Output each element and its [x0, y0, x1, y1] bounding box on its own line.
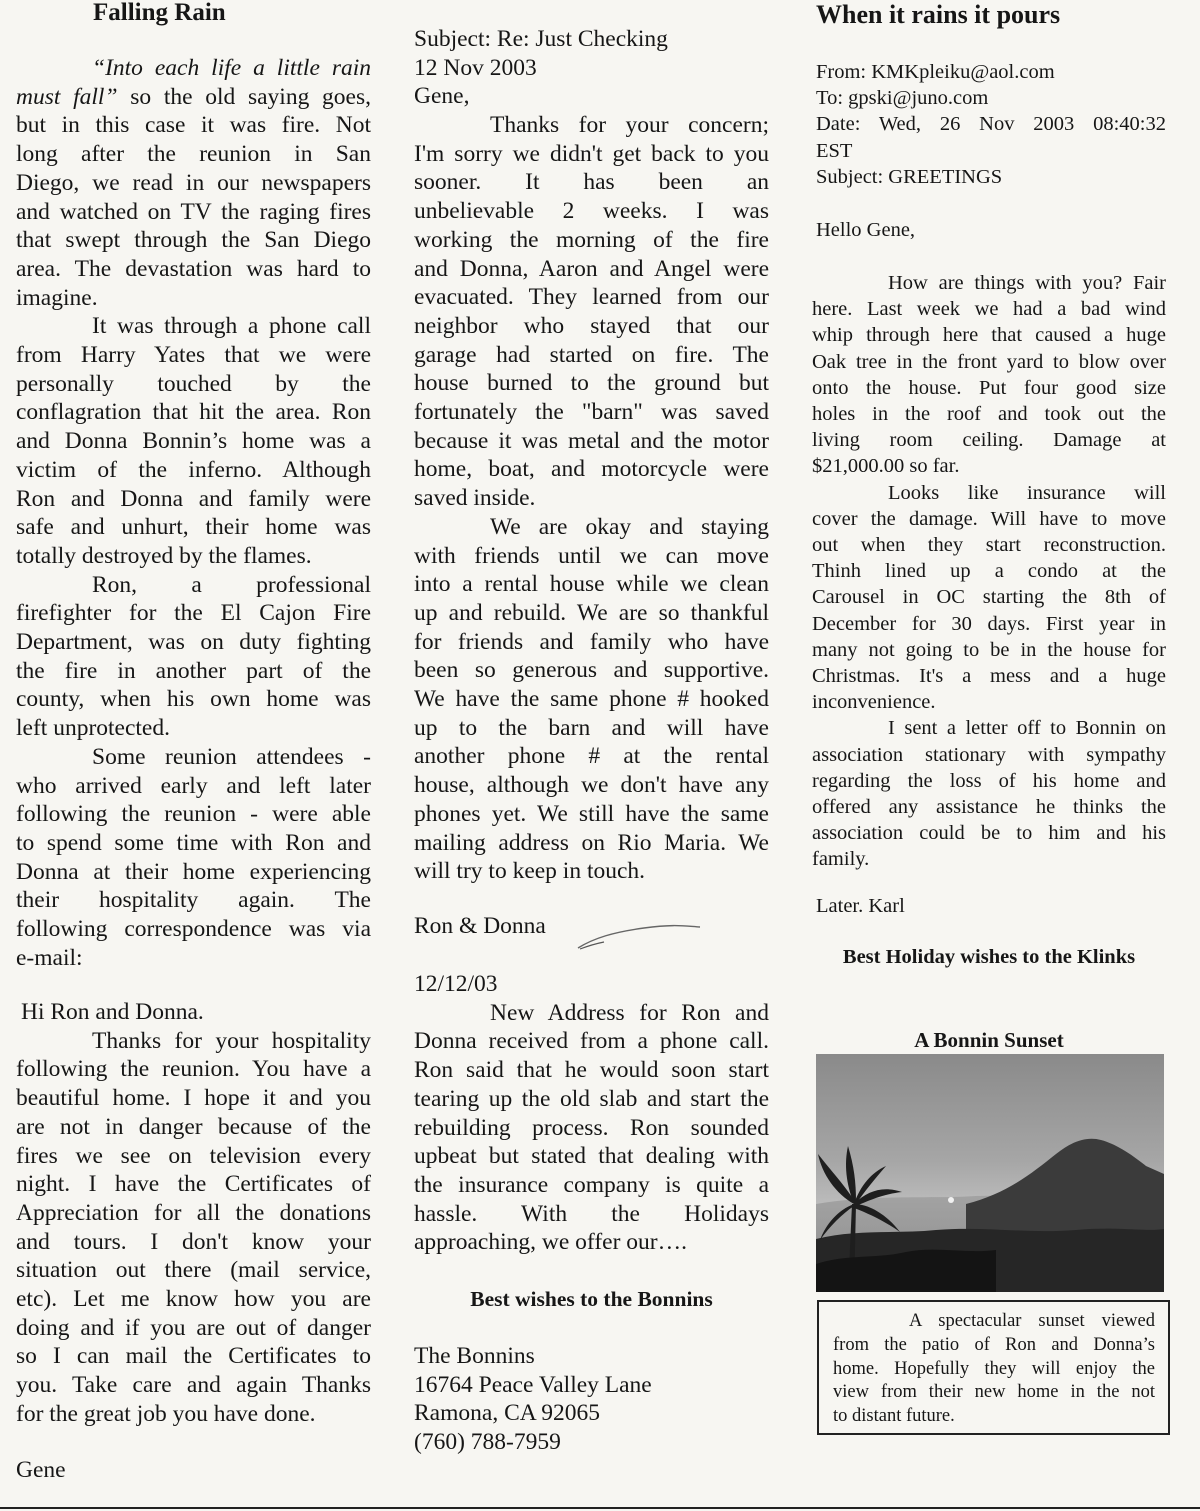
email-body [414, 111, 769, 886]
email-subject: Subject: GREETINGS [816, 165, 1003, 188]
caption-line: home. Hopefully they will enjoy the [833, 1358, 1155, 1379]
text-line: association stationary with sympathy [812, 743, 1166, 766]
text-line: Ron and Donna and family were [16, 485, 371, 512]
photo-caption [833, 1310, 1155, 1429]
text-line: Thanks for your concern; [490, 112, 769, 138]
photo-caption-box [817, 1300, 1170, 1435]
text-line: from Harry Yates that we were [16, 342, 371, 369]
paragraph [16, 312, 371, 570]
text-line: imagine. [16, 284, 98, 311]
email-salutation: Gene, [414, 83, 470, 110]
text-line: approaching, we offer our…. [414, 1229, 687, 1256]
text-line: regarding the loss of his home and [812, 769, 1166, 792]
text-line: offered any assistance he thinks the [812, 796, 1166, 819]
text-line: We are okay and staying [490, 513, 769, 540]
text-line: for the great job you have done. [16, 1400, 316, 1427]
text-line: doing and if you are out of danger [16, 1314, 371, 1341]
text-line: home, boat, and motorcycle were [414, 456, 769, 483]
text-line: and Donna, Aaron and Angel were [414, 255, 769, 282]
text-line: and Donna Bonnin’s home was a [16, 428, 371, 455]
text-line: cover the damage. Will have to move [812, 507, 1166, 530]
signature-scribble [574, 918, 704, 952]
text-line: so I can mail the Certificates to [16, 1343, 371, 1370]
text-line: $21,000.00 so far. [812, 455, 960, 478]
text-line: and tours. I don't know your [16, 1228, 371, 1255]
text-line: conflagration that hit the area. Ron [16, 399, 371, 426]
text-line: mailing address on Rio Maria. We [414, 829, 769, 856]
text-line: Christmas. It's a mess and a huge [812, 665, 1166, 688]
text-line: personally touched by the [16, 370, 371, 397]
text-line: Oak tree in the front yard to blow over [812, 350, 1166, 373]
text-line: situation out there (mail service, [16, 1257, 371, 1284]
text-line: firefighter for the El Cajon Fire [16, 600, 371, 627]
text-line: safe and unhurt, their home was [16, 514, 371, 541]
email-from: From: KMKpleiku@aol.com [816, 61, 1055, 83]
address-block [414, 1342, 769, 1457]
caption-line: view from their new home in the not [833, 1382, 1155, 1403]
address-line: Ramona, CA 92065 [414, 1400, 601, 1427]
text-line: to spend some time with Ron and [16, 829, 371, 856]
text-line: holes in the roof and took out the [812, 403, 1166, 426]
text-line: house, although we don't have any [414, 772, 769, 799]
text-line: night. I have the Certificates of [16, 1171, 371, 1198]
text-line: you. Take care and again Thanks [16, 1372, 371, 1399]
text-line: Ron, a professional [92, 571, 371, 598]
text-line: December for 30 days. First year in [812, 612, 1166, 635]
text-line: fires we see on television every [16, 1142, 371, 1169]
text-line: How are things with you? Fair [888, 272, 1166, 294]
address-line: The Bonnins [414, 1343, 535, 1369]
address-line: (760) 788-7959 [414, 1429, 561, 1456]
sun [948, 1197, 954, 1203]
text-line: working the morning of the fire [414, 226, 769, 253]
text-line: etc). Let me know how you are [16, 1286, 371, 1313]
text-line: another phone # at the rental [414, 743, 769, 770]
text-line: that swept through the San Diego [16, 227, 371, 254]
text-line: the insurance company is quite a [414, 1171, 769, 1198]
text-line: area. The devastation was hard to [16, 255, 371, 282]
text-line: sooner. It has been an [414, 169, 769, 196]
text-line: I'm sorry we didn't get back to you [414, 140, 769, 167]
text-line: with friends until we can move [414, 542, 769, 569]
email-signoff: Gene [16, 1457, 66, 1483]
text-line: family. [812, 848, 870, 871]
caption-line: A spectacular sunset viewed [909, 1311, 1155, 1331]
text-line: but in this case it was fire. Not [16, 112, 371, 139]
text-line: Diego, we read in our newspapers [16, 169, 371, 196]
email-header [414, 25, 769, 111]
text-line: left unprotected. [16, 715, 170, 742]
text-line: tearing up the old slab and start the [414, 1085, 769, 1112]
email-body [812, 270, 1166, 873]
article-body [16, 54, 371, 973]
text-line: saved inside. [414, 485, 536, 512]
text-line: the fire in another part of the [16, 657, 371, 684]
text-line: fortunately the "barn" was saved [414, 399, 769, 426]
text-line: out when they start reconstruction. [812, 534, 1166, 557]
text-line: many not going to be in the house for [812, 638, 1166, 661]
text-line: totally destroyed by the flames. [16, 542, 312, 569]
text-line: and watched on TV the raging fires [16, 198, 371, 225]
text-line: onto the house. Put four good size [812, 376, 1166, 399]
text-line: into a rental house while we clean [414, 571, 769, 598]
text-line: whip through here that caused a huge [812, 324, 1166, 347]
address-line: 16764 Peace Valley Lane [414, 1371, 652, 1398]
text-line: garage had started on fire. The [414, 341, 769, 368]
text-line: up and rebuild. We are so thankful [414, 599, 769, 626]
text-line: unbelievable 2 weeks. I was [414, 198, 769, 225]
text-line: here. Last week we had a bad wind [812, 298, 1166, 321]
text-line: who arrived early and left later [16, 772, 371, 799]
text-line: Thanks for your hospitality [92, 1027, 371, 1054]
text-line: been so generous and supportive. [414, 657, 769, 684]
text-line: house burned to the ground but [414, 370, 769, 397]
text-line: Donna at their home experiencing [16, 858, 371, 885]
paragraph [16, 571, 371, 743]
text-line: I sent a letter off to Bonnin on [888, 717, 1166, 740]
email-header [816, 59, 1166, 190]
email-date-tz: EST [816, 139, 853, 162]
text-line: inconvenience. [812, 691, 936, 714]
text-line: up to the barn and will have [414, 714, 769, 741]
best-wishes-heading: Best wishes to the Bonnins [470, 1287, 713, 1311]
text-line: will try to keep in touch. [414, 858, 646, 885]
holiday-wishes-heading: Best Holiday wishes to the Klinks [842, 946, 1136, 968]
text-line: phones yet. We still have the same [414, 800, 769, 827]
article-title: When it rains it pours [816, 0, 1061, 29]
text-line: long after the reunion in San [16, 141, 371, 168]
text-line: because it was metal and the motor [414, 427, 769, 454]
email-body [16, 998, 371, 1429]
text-line: Donna received from a phone call. [414, 1028, 769, 1055]
email-signoff: Later. Karl [816, 895, 905, 917]
text-line: Carousel in OC starting the 8th of [812, 586, 1166, 609]
email-date: Date: Wed, 26 Nov 2003 08:40:32 [816, 113, 1166, 136]
article-title: Falling Rain [93, 0, 226, 26]
email-subject: Subject: Re: Just Checking [414, 26, 668, 52]
text-line: following the reunion - were able [16, 801, 371, 828]
text-line: rebuilding process. Ron sounded [414, 1114, 769, 1141]
email-greeting: Hi Ron and Donna. [21, 999, 204, 1025]
text-line: Department, was on duty fighting [16, 629, 371, 656]
caption-line: to distant future. [833, 1406, 955, 1427]
text-line: are not in danger because of the [16, 1113, 371, 1140]
update-body [414, 970, 769, 1257]
text-line: following the reunion. You have a [16, 1056, 371, 1083]
text-line: Thinh lined up a condo at the [812, 560, 1166, 583]
paragraph [16, 743, 371, 973]
text-line: county, when his own home was [16, 686, 371, 713]
text-line: Ron said that he would soon start [414, 1057, 769, 1084]
text-line: following correspondence was via [16, 916, 371, 943]
text-line: Looks like insurance will [888, 481, 1166, 504]
email-to: To: gpski@juno.com [816, 87, 989, 110]
text-line: association could be to him and his [812, 822, 1166, 845]
text-line: hassle. With the Holidays [414, 1200, 769, 1227]
text-line: neighbor who stayed that our [414, 312, 769, 339]
text-line: Appreciation for all the donations [16, 1199, 371, 1226]
page-bottom-rule [0, 1507, 1200, 1509]
text-line: beautiful home. I hope it and you [16, 1085, 371, 1112]
text-line: their hospitality again. The [16, 887, 371, 914]
text-line: upbeat but stated that dealing with [414, 1143, 769, 1170]
text-line: Some reunion attendees - [92, 743, 371, 770]
email-greeting: Hello Gene, [816, 219, 916, 241]
text-line: victim of the inferno. Although [16, 456, 371, 483]
text-line: evacuated. They learned from our [414, 284, 769, 311]
email-date: 12 Nov 2003 [414, 54, 537, 81]
caption-line: from the patio of Ron and Donna’s [833, 1334, 1155, 1355]
email-signoff: Ron & Donna [414, 913, 546, 939]
sunset-photo [816, 1054, 1164, 1292]
text-line: living room ceiling. Damage at [812, 429, 1166, 452]
text-line: New Address for Ron and [490, 999, 769, 1026]
text-line: We have the same phone # hooked [414, 686, 769, 713]
sunset-photo-art [816, 1054, 1164, 1292]
signature-stroke [578, 926, 700, 948]
text-line: for friends and family who have [414, 628, 769, 655]
photo-title: A Bonnin Sunset [914, 1028, 1064, 1052]
text-line: must fall” so the old saying goes, [16, 83, 371, 110]
update-date: 12/12/03 [414, 971, 498, 997]
paragraph [16, 54, 371, 312]
text-line: e-mail: [16, 944, 83, 971]
text-line: It was through a phone call [92, 313, 371, 340]
text-fragment: must fall” [16, 83, 118, 110]
text-line: “Into each life a little rain [92, 55, 371, 81]
